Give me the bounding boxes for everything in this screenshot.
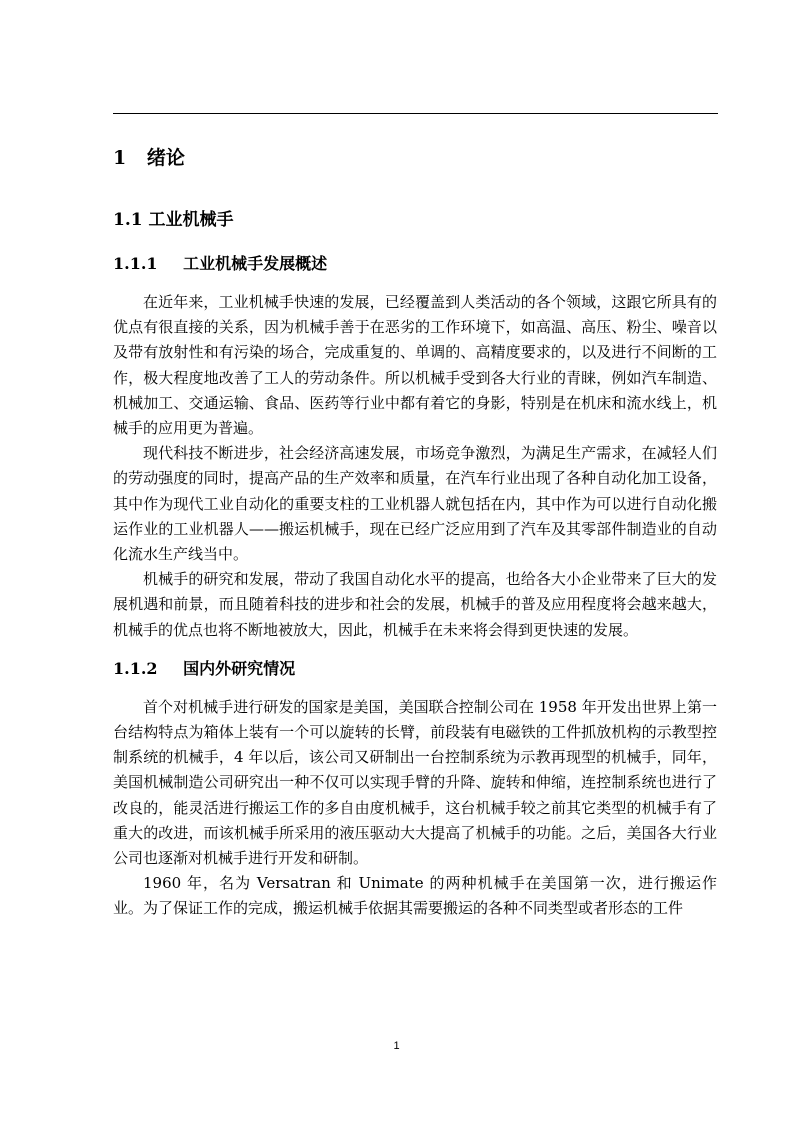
section-heading: 1.1 工业机械手	[113, 210, 234, 230]
subsection-number-1: 1.1.1	[113, 254, 158, 273]
subsection-title-1: 工业机械手发展概述	[183, 254, 328, 273]
paragraph: 机械手的研究和发展，带动了我国自动化水平的提高，也给各大小企业带来了巨大的发展机遇和前景，而且随着科技的进步和社会的发展，机械手的普及应用程度将会越来越大，机械手的优点也将不断地被放大，因此，机械手在未来将会得到更快速的发展。	[113, 570, 717, 639]
page-number: 1	[393, 1040, 400, 1052]
chapter-number: 1	[113, 147, 127, 169]
chapter-title: 绪论	[146, 147, 185, 169]
paragraph: 1960 年，名为 Versatran 和 Unimate 的两种机械手在美国第一次，进行搬运作业。为了保证工作的完成，搬运机械手依据其需要搬运的各种不同类型或者形态的工件	[113, 874, 717, 918]
paragraph: 现代科技不断进步，社会经济高速发展，市场竞争激烈，为满足生产需求，在减轻人们的劳动强度的同时，提高产品的生产效率和质量，在汽车行业出现了各种自动化加工设备，其中作为现代工业自动化的重要支柱的工业机器人就包括在内，其中作为可以进行自动化搬运作业的工业机器人——搬运机械手，现在已经广泛应用到了汽车及其零部件制造业的自动化流水生产线当中。	[113, 444, 717, 564]
paragraph: 在近年来，工业机械手快速的发展，已经覆盖到人类活动的各个领域，这跟它所具有的优点有很直接的关系，因为机械手善于在恶劣的工作环境下，如高温、高压、粉尘、噪音以及带有放射性和有污染的场合，完成重复的、单调的、高精度要求的，以及进行不间断的工作，极大程度地改善了工人的劳动条件。所以机械手受到各大行业的青睐，例如汽车制造、机械加工、交通运输、食品、医药等行业中都有着它的身影，特别是在机床和流水线上，机械手的应用更为普遍。	[113, 293, 717, 438]
subsection-heading-2	[113, 655, 717, 683]
paragraph: 首个对机械手进行研发的国家是美国，美国联合控制公司在 1958 年开发出世界上第一台结构特点为箱体上装有一个可以旋转的长臂，前段装有电磁铁的工件抓放机构的示教型控制系统的机械手，4 年以后，该公司又研制出一台控制系统为示教再现型的机械手，同年，美国机械制造公司研究出一种不仅可以实现手臂的升降、旋转和伸缩，连控制系统也进行了改良的，能灵活进行搬运工作的多自由度机械手，这台机械手较之前其它类型的机械手有了重大的改进，而该机械手所采用的液压驱动大大提高了机械手的功能。之后，美国各大行业公司也逐渐对机械手进行开发和研制。	[113, 697, 717, 868]
subsection-heading-1	[113, 250, 717, 278]
subsection-number-2: 1.1.2	[113, 658, 158, 678]
subsection-title-2: 国内外研究情况	[183, 658, 296, 678]
page-content	[113, 142, 717, 922]
header-rule	[113, 113, 718, 114]
chapter-heading	[113, 142, 717, 174]
